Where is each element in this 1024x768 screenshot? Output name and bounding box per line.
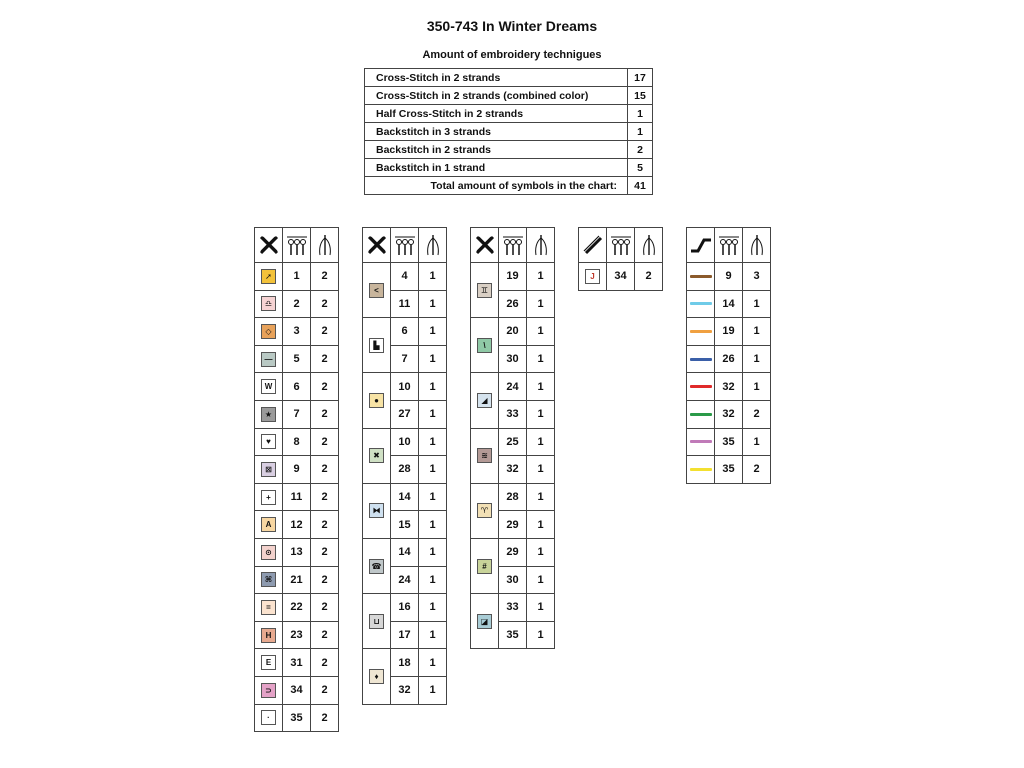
color-number: 32 [499, 456, 527, 484]
color-number: 34 [283, 676, 311, 704]
legend-row [255, 318, 339, 346]
legend-header-row [687, 228, 771, 263]
color-number: 16 [391, 594, 419, 622]
legend-row [255, 594, 339, 622]
legend-header-row [363, 228, 447, 263]
color-number: 6 [391, 318, 419, 346]
stitch-symbol: ✖ [369, 448, 384, 463]
strand-count: 1 [527, 566, 555, 594]
cross-stitch-icon [363, 228, 391, 263]
half-cross-stitch-icon [579, 228, 607, 263]
color-number: 26 [715, 345, 743, 373]
legend-row [363, 538, 447, 566]
stitch-symbol: ▙ [369, 338, 384, 353]
color-number: 33 [499, 400, 527, 428]
stitch-symbol: · [261, 710, 276, 725]
strand-count: 1 [419, 483, 447, 511]
strand-count: 1 [419, 290, 447, 318]
symbol-cell [363, 483, 391, 538]
symbol-cell [471, 594, 499, 649]
color-number: 5 [283, 345, 311, 373]
legend-row [687, 428, 771, 456]
color-number: 6 [283, 373, 311, 401]
thread-color-icon [499, 228, 527, 263]
backstitch-line [690, 440, 712, 443]
strand-count: 2 [311, 483, 339, 511]
symbol-cell [471, 483, 499, 538]
legend-row [255, 704, 339, 732]
color-number: 34 [607, 263, 635, 291]
legend-row [471, 318, 555, 346]
summary-row [365, 159, 653, 177]
strand-count: 1 [419, 428, 447, 456]
color-number: 11 [283, 483, 311, 511]
strand-count: 1 [527, 594, 555, 622]
legend-row [687, 263, 771, 291]
strands-needle-icon [311, 228, 339, 263]
strand-count: 2 [311, 566, 339, 594]
strand-count: 1 [419, 400, 447, 428]
symbol-cell [471, 318, 499, 373]
color-number: 12 [283, 511, 311, 539]
strand-count: 2 [311, 594, 339, 622]
color-number: 23 [283, 621, 311, 649]
color-number: 19 [715, 318, 743, 346]
symbol-cell [471, 538, 499, 593]
color-number: 17 [391, 621, 419, 649]
legend-row [687, 456, 771, 484]
stitch-symbol: ⊠ [261, 462, 276, 477]
stitch-symbol: — [261, 352, 276, 367]
symbol-cell [363, 373, 391, 428]
legend-row [255, 676, 339, 704]
combined-color-legend-table-b [470, 227, 555, 649]
legend-row [363, 263, 447, 291]
legend-row [255, 621, 339, 649]
color-number: 21 [283, 566, 311, 594]
strands-needle-icon [743, 228, 771, 263]
color-number: 14 [391, 483, 419, 511]
strand-count: 1 [419, 649, 447, 677]
legend-row [687, 290, 771, 318]
cross-stitch-icon [471, 228, 499, 263]
strand-count: 2 [311, 345, 339, 373]
backstitch-line [690, 385, 712, 388]
strand-count: 1 [527, 290, 555, 318]
stitch-symbol: J [585, 269, 600, 284]
color-number: 14 [715, 290, 743, 318]
color-number: 28 [499, 483, 527, 511]
symbol-cell [687, 345, 715, 373]
stitch-symbol: ⊔ [369, 614, 384, 629]
color-number: 8 [283, 428, 311, 456]
strands-needle-icon [419, 228, 447, 263]
backstitch-line [690, 413, 712, 416]
strand-count: 2 [311, 373, 339, 401]
color-number: 35 [499, 621, 527, 649]
color-number: 10 [391, 428, 419, 456]
strand-count: 1 [419, 676, 447, 704]
symbol-cell [363, 263, 391, 318]
strand-count: 2 [635, 263, 663, 291]
half-cross-stitch-legend-table [578, 227, 663, 291]
legend-row [255, 566, 339, 594]
strand-count: 2 [311, 290, 339, 318]
stitch-symbol: ⌘ [261, 572, 276, 587]
summary-value: 1 [628, 105, 653, 123]
summary-value: 15 [628, 87, 653, 105]
strand-count: 1 [419, 456, 447, 484]
combined-color-legend-table-a [362, 227, 447, 705]
color-number: 32 [715, 400, 743, 428]
stitch-symbol: ☎ [369, 559, 384, 574]
symbol-cell [687, 400, 715, 428]
legend-row [255, 290, 339, 318]
summary-label: Backstitch in 1 strand [365, 159, 628, 177]
strand-count: 1 [743, 373, 771, 401]
stitch-symbol: ★ [261, 407, 276, 422]
color-number: 7 [391, 345, 419, 373]
strand-count: 1 [527, 373, 555, 401]
legend-row [255, 456, 339, 484]
symbol-cell [471, 373, 499, 428]
strand-count: 1 [527, 538, 555, 566]
symbol-cell [363, 538, 391, 593]
strand-count: 2 [311, 428, 339, 456]
symbol-cell [255, 511, 283, 539]
legend-row [363, 483, 447, 511]
summary-label: Half Cross-Stitch in 2 strands [365, 105, 628, 123]
symbol-cell [255, 621, 283, 649]
summary-value: 2 [628, 141, 653, 159]
strand-count: 1 [527, 621, 555, 649]
symbol-cell [471, 263, 499, 318]
color-number: 11 [391, 290, 419, 318]
color-number: 24 [391, 566, 419, 594]
color-number: 9 [715, 263, 743, 291]
legend-row [255, 511, 339, 539]
symbol-cell [255, 456, 283, 484]
strand-count: 2 [311, 538, 339, 566]
symbol-cell [255, 538, 283, 566]
symbol-cell [363, 649, 391, 704]
strand-count: 1 [527, 345, 555, 373]
thread-color-icon [283, 228, 311, 263]
legend-row [255, 483, 339, 511]
cross-stitch-legend-table [254, 227, 339, 732]
color-number: 27 [391, 400, 419, 428]
strand-count: 1 [419, 538, 447, 566]
backstitch-line [690, 468, 712, 471]
legend-row [255, 373, 339, 401]
color-number: 26 [499, 290, 527, 318]
stitch-symbol: ⧓ [369, 503, 384, 518]
color-number: 13 [283, 538, 311, 566]
legend-row [687, 345, 771, 373]
summary-row [365, 141, 653, 159]
color-number: 9 [283, 456, 311, 484]
summary-value: 41 [628, 177, 653, 195]
legend-row [471, 483, 555, 511]
color-number: 10 [391, 373, 419, 401]
legend-row [255, 400, 339, 428]
stitch-symbol: # [477, 559, 492, 574]
summary-label: Backstitch in 2 strands [365, 141, 628, 159]
stitch-symbol: ◪ [477, 614, 492, 629]
strand-count: 1 [527, 483, 555, 511]
stitch-symbol: = [261, 600, 276, 615]
stitch-symbol: ♥ [261, 434, 276, 449]
legend-row [579, 263, 663, 291]
backstitch-line [690, 275, 712, 278]
color-number: 28 [391, 456, 419, 484]
strand-count: 1 [527, 263, 555, 291]
legend-row [255, 428, 339, 456]
color-number: 33 [499, 594, 527, 622]
symbol-cell [255, 345, 283, 373]
symbol-cell [471, 428, 499, 483]
legend-row [363, 318, 447, 346]
strand-count: 2 [743, 400, 771, 428]
legend-row [363, 373, 447, 401]
color-number: 14 [391, 538, 419, 566]
cross-stitch-icon [255, 228, 283, 263]
color-number: 24 [499, 373, 527, 401]
symbol-cell [255, 566, 283, 594]
strand-count: 1 [743, 428, 771, 456]
strand-count: 1 [419, 566, 447, 594]
symbol-cell [255, 290, 283, 318]
color-number: 35 [715, 428, 743, 456]
thread-color-icon [607, 228, 635, 263]
legend-row [471, 373, 555, 401]
legend-row [255, 263, 339, 291]
color-number: 2 [283, 290, 311, 318]
color-number: 29 [499, 511, 527, 539]
summary-label: Total amount of symbols in the chart: [365, 177, 628, 195]
stitch-symbol: E [261, 655, 276, 670]
strand-count: 1 [527, 428, 555, 456]
summary-row [365, 123, 653, 141]
color-number: 35 [283, 704, 311, 732]
symbol-cell [255, 400, 283, 428]
color-number: 31 [283, 649, 311, 677]
strand-count: 2 [311, 676, 339, 704]
symbol-cell [687, 290, 715, 318]
summary-subtitle: Amount of embroidery technigues [422, 49, 602, 61]
strand-count: 1 [419, 345, 447, 373]
strand-count: 1 [419, 263, 447, 291]
color-number: 20 [499, 318, 527, 346]
symbol-cell [255, 676, 283, 704]
symbol-cell [255, 318, 283, 346]
stitch-symbol: ♦ [369, 669, 384, 684]
strand-count: 1 [743, 290, 771, 318]
stitch-symbol: ➚ [261, 269, 276, 284]
symbol-cell [255, 428, 283, 456]
symbol-cell [255, 594, 283, 622]
legend-row [363, 428, 447, 456]
strand-count: 1 [419, 621, 447, 649]
legend-row [363, 594, 447, 622]
summary-label: Cross-Stitch in 2 strands (combined color) [365, 87, 628, 105]
stitch-symbol: \ [477, 338, 492, 353]
stitch-symbol: ● [369, 393, 384, 408]
symbol-cell [579, 263, 607, 291]
stitch-symbol: ◢ [477, 393, 492, 408]
color-number: 32 [715, 373, 743, 401]
stitch-symbol: ⊙ [261, 545, 276, 560]
backstitch-line [690, 302, 712, 305]
color-number: 18 [391, 649, 419, 677]
strand-count: 1 [527, 318, 555, 346]
strand-count: 1 [527, 456, 555, 484]
stitch-symbol: ♈ [477, 503, 492, 518]
stitch-symbol: W [261, 379, 276, 394]
summary-label: Backstitch in 3 strands [365, 123, 628, 141]
strand-count: 1 [743, 318, 771, 346]
symbol-cell [255, 649, 283, 677]
strand-count: 2 [311, 649, 339, 677]
summary-row [365, 87, 653, 105]
strand-count: 1 [527, 511, 555, 539]
stitch-symbol: ⊃ [261, 683, 276, 698]
symbol-cell [363, 428, 391, 483]
backstitch-line [690, 330, 712, 333]
color-number: 19 [499, 263, 527, 291]
color-number: 30 [499, 345, 527, 373]
strand-count: 1 [419, 511, 447, 539]
legend-header-row [579, 228, 663, 263]
thread-color-icon [391, 228, 419, 263]
color-number: 1 [283, 263, 311, 291]
strands-needle-icon [527, 228, 555, 263]
legend-row [471, 263, 555, 291]
symbol-cell [255, 263, 283, 291]
stitch-symbol: + [261, 490, 276, 505]
strand-count: 2 [311, 318, 339, 346]
summary-label: Cross-Stitch in 2 strands [365, 69, 628, 87]
symbol-cell [687, 318, 715, 346]
strand-count: 2 [311, 704, 339, 732]
symbol-cell [687, 456, 715, 484]
legend-row [471, 594, 555, 622]
legend-row [255, 649, 339, 677]
backstitch-legend-table [686, 227, 771, 484]
strand-count: 1 [419, 594, 447, 622]
stitch-symbol: ♎ [261, 296, 276, 311]
symbol-cell [255, 373, 283, 401]
color-number: 30 [499, 566, 527, 594]
legend-row [687, 373, 771, 401]
legend-row [363, 649, 447, 677]
symbol-cell [687, 373, 715, 401]
symbol-cell [363, 318, 391, 373]
strand-count: 2 [311, 400, 339, 428]
stitch-symbol: A [261, 517, 276, 532]
color-number: 35 [715, 456, 743, 484]
strand-count: 2 [311, 456, 339, 484]
summary-value: 5 [628, 159, 653, 177]
symbol-cell [363, 594, 391, 649]
strand-count: 1 [419, 373, 447, 401]
legend-row [471, 538, 555, 566]
symbol-cell [687, 428, 715, 456]
color-number: 25 [499, 428, 527, 456]
strand-count: 2 [311, 511, 339, 539]
page-title: 350-743 In Winter Dreams [426, 18, 598, 34]
legend-row [255, 538, 339, 566]
summary-value: 1 [628, 123, 653, 141]
strand-count: 1 [527, 400, 555, 428]
color-number: 22 [283, 594, 311, 622]
summary-row [365, 177, 653, 195]
legend-row [687, 400, 771, 428]
stitch-symbol: H [261, 628, 276, 643]
strands-needle-icon [635, 228, 663, 263]
color-number: 7 [283, 400, 311, 428]
color-number: 3 [283, 318, 311, 346]
color-number: 15 [391, 511, 419, 539]
strand-count: 1 [419, 318, 447, 346]
summary-row [365, 105, 653, 123]
backstitch-icon [687, 228, 715, 263]
color-number: 29 [499, 538, 527, 566]
stitch-symbol: < [369, 283, 384, 298]
thread-color-icon [715, 228, 743, 263]
symbol-cell [255, 704, 283, 732]
stitch-symbol: ◇ [261, 324, 276, 339]
legend-row [255, 345, 339, 373]
color-number: 32 [391, 676, 419, 704]
summary-value: 17 [628, 69, 653, 87]
backstitch-line [690, 358, 712, 361]
legend-header-row [255, 228, 339, 263]
techniques-summary-table [364, 68, 653, 195]
legend-header-row [471, 228, 555, 263]
stitch-symbol: ≋ [477, 448, 492, 463]
strand-count: 2 [743, 456, 771, 484]
strand-count: 3 [743, 263, 771, 291]
legend-row [471, 428, 555, 456]
legend-row [687, 318, 771, 346]
summary-row [365, 69, 653, 87]
strand-count: 2 [311, 621, 339, 649]
strand-count: 1 [743, 345, 771, 373]
color-number: 4 [391, 263, 419, 291]
strand-count: 2 [311, 263, 339, 291]
symbol-cell [687, 263, 715, 291]
symbol-cell [255, 483, 283, 511]
stitch-symbol: ♊ [477, 283, 492, 298]
